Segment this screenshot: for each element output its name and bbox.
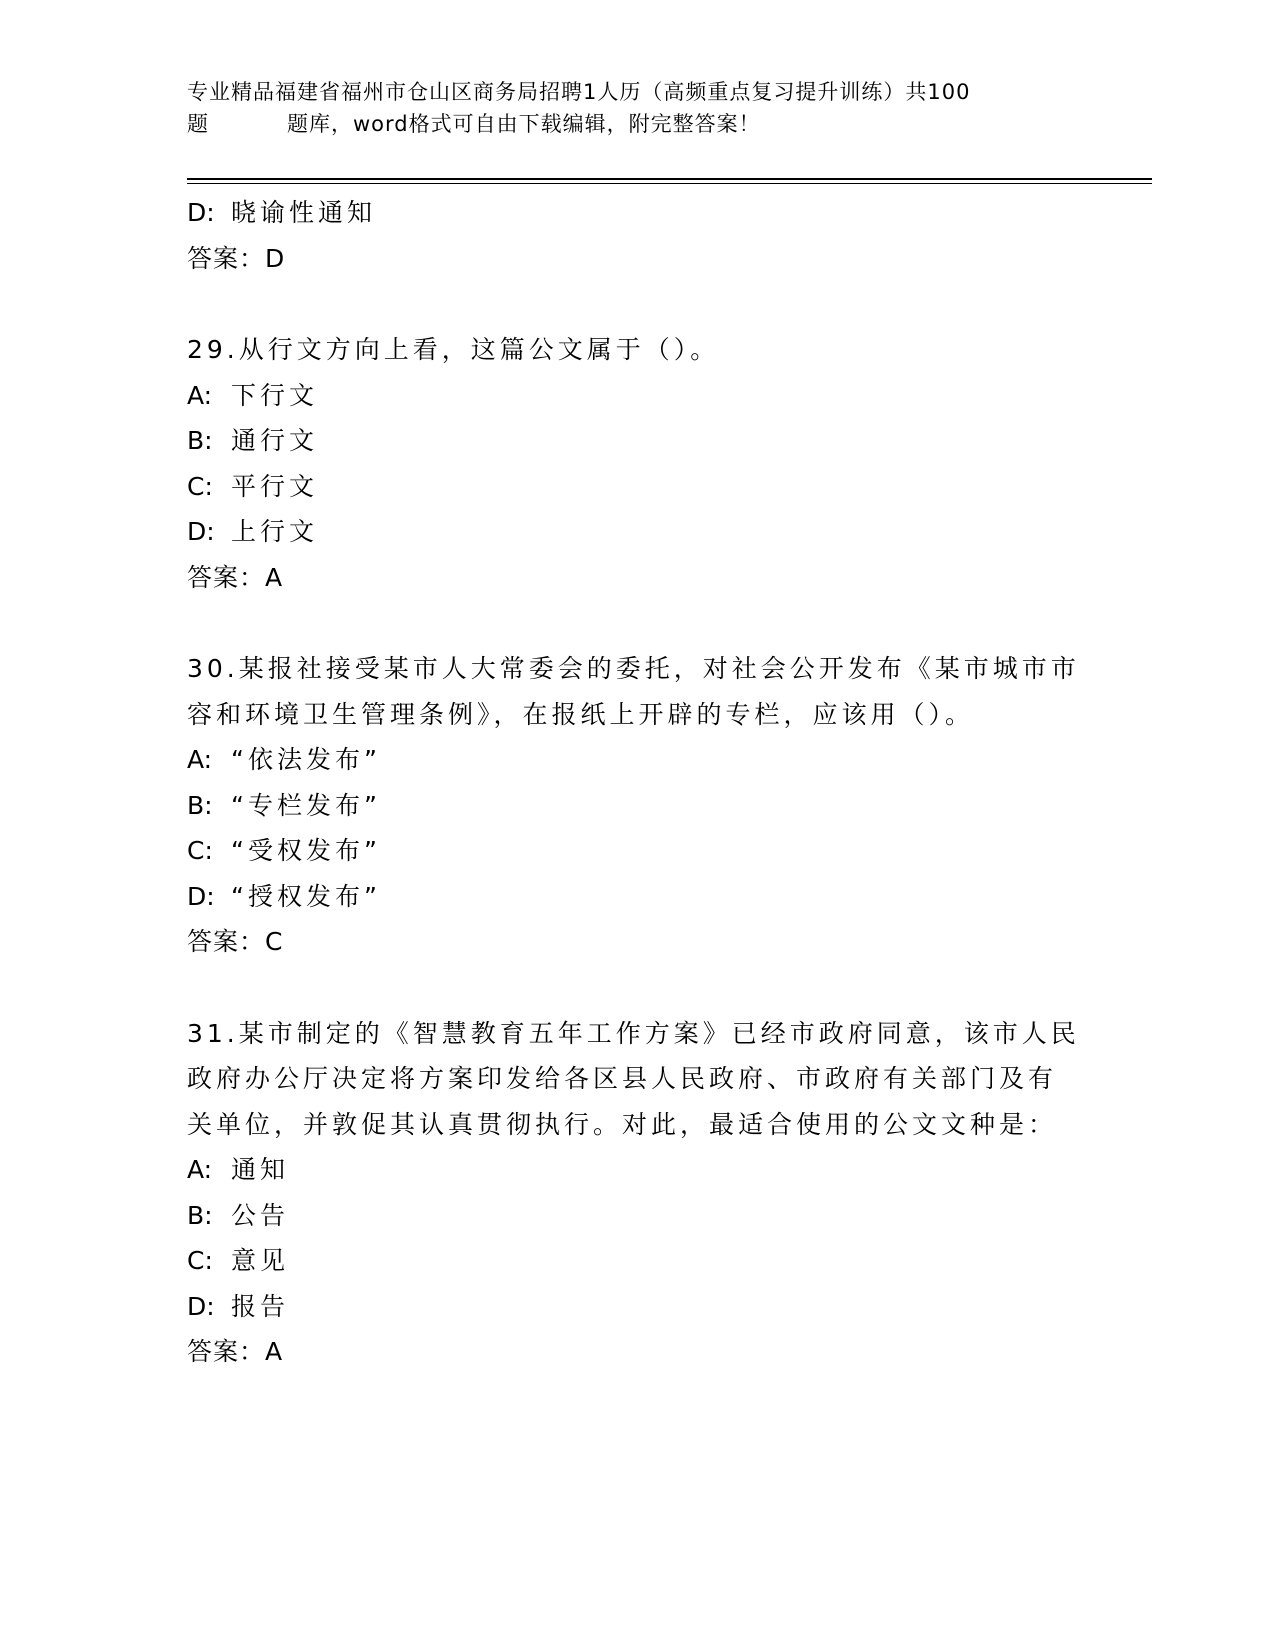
option-a	[187, 737, 1087, 783]
question-stem: 关单位，并敦促其认真贯彻执行。对此，最适合使用的公文文种是：	[187, 1109, 1058, 1139]
option-text: 通行文	[231, 426, 319, 455]
answer-line: 答案：C	[187, 927, 284, 956]
option-b	[187, 418, 1087, 464]
option-letter: B:	[187, 790, 213, 820]
spacer	[187, 600, 1087, 646]
option-letter: D:	[187, 198, 215, 227]
option-text: “专栏发布”	[231, 790, 381, 820]
question-stem: 政府办公厅决定将方案印发给各区县人民政府、市政府有关部门及有	[187, 1064, 1058, 1093]
option-a	[187, 373, 1087, 419]
option-c	[187, 828, 1087, 874]
header-rule-thick	[187, 178, 1152, 180]
option-b	[187, 783, 1087, 829]
option-letter: D:	[187, 517, 215, 546]
header-line-2-rest: 题库，word格式可自由下载编辑，附完整答案！	[287, 112, 761, 136]
option-letter: A:	[187, 745, 213, 774]
option-letter: C:	[187, 1246, 213, 1275]
option-d	[187, 1284, 1087, 1330]
option-c	[187, 464, 1087, 510]
option-text: 通知	[231, 1155, 290, 1184]
question-30	[187, 646, 1087, 965]
option-letter: D:	[187, 1291, 215, 1321]
option-text: “依法发布”	[231, 745, 381, 774]
option-text: 上行文	[231, 517, 319, 546]
option-text: “受权发布”	[231, 836, 381, 865]
header-line-2-lead: 题	[187, 112, 209, 136]
option-text: 意见	[231, 1246, 290, 1275]
header-rule-thin	[187, 183, 1152, 184]
option-d	[187, 874, 1087, 920]
option-text: 公告	[231, 1200, 290, 1230]
header-line-2	[187, 108, 1087, 140]
option-letter: A:	[187, 1155, 213, 1184]
option-text: 平行文	[231, 471, 319, 501]
option-c	[187, 1238, 1087, 1284]
document-body	[187, 190, 1087, 1375]
option-letter: C:	[187, 471, 213, 501]
question-stem: 容和环境卫生管理条例》，在报纸上开辟的专栏，应该用（）。	[187, 699, 975, 729]
question-29	[187, 327, 1087, 600]
answer-line: 答案：D	[187, 243, 286, 273]
question-stem: 30.某报社接受某市人大常委会的委托，对社会公开发布《某市城市市	[187, 654, 1080, 683]
option-text: “授权发布”	[231, 881, 381, 911]
option-letter: B:	[187, 426, 213, 455]
option-text: 下行文	[231, 380, 319, 410]
document-header	[187, 76, 1087, 140]
answer-line: 答案：A	[187, 1337, 284, 1366]
option-letter: D:	[187, 881, 215, 911]
option-letter: C:	[187, 836, 213, 865]
header-line-1: 专业精品福建省福州市仓山区商务局招聘1人历（高频重点复习提升训练）共100	[187, 80, 971, 104]
answer-line: 答案：A	[187, 562, 284, 592]
question-31	[187, 1011, 1087, 1375]
option-d	[187, 190, 1087, 236]
spacer	[187, 281, 1087, 327]
spacer	[187, 965, 1087, 1011]
option-a	[187, 1147, 1087, 1193]
option-letter: B:	[187, 1200, 213, 1230]
option-b	[187, 1193, 1087, 1239]
option-text: 报告	[231, 1291, 290, 1321]
option-letter: A:	[187, 380, 213, 410]
question-stem: 31.某市制定的《智慧教育五年工作方案》已经市政府同意，该市人民	[187, 1018, 1080, 1048]
previous-question-tail	[187, 190, 1087, 281]
option-text: 晓谕性通知	[231, 198, 377, 227]
option-d	[187, 509, 1087, 555]
question-stem: 29.从行文方向上看，这篇公文属于（）。	[187, 335, 720, 364]
